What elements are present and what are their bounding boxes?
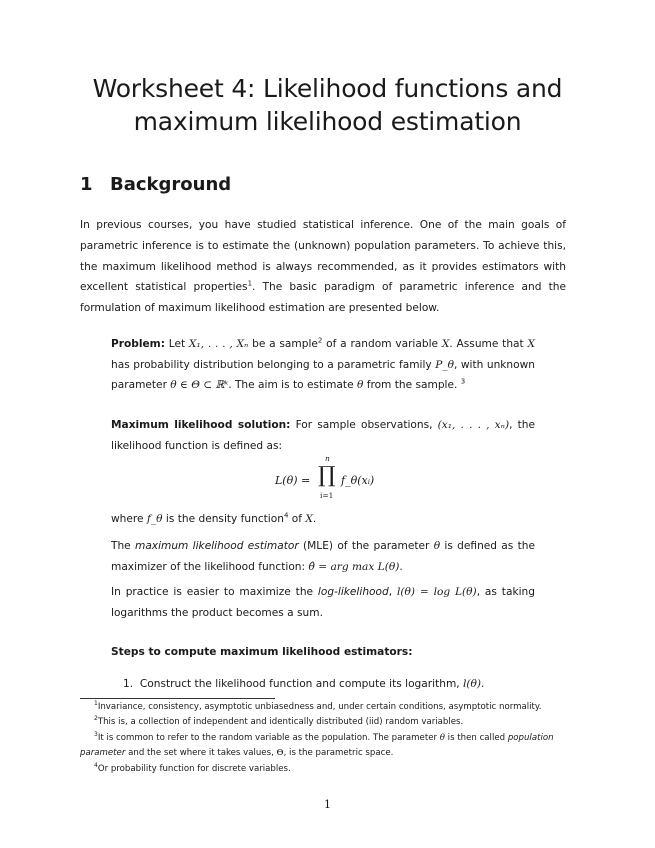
problem-text: be a sample bbox=[248, 338, 318, 350]
math-f-theta: f_θ bbox=[146, 513, 163, 525]
formula-lhs: L(θ) = bbox=[275, 474, 311, 487]
problem-text: from the sample. bbox=[363, 379, 461, 391]
footnote-ref-1[interactable]: 1 bbox=[247, 279, 253, 288]
problem-block bbox=[111, 334, 535, 396]
footnote-4 bbox=[80, 762, 570, 777]
population-parameter-term: population parameter bbox=[80, 732, 554, 759]
math-X: X bbox=[527, 338, 536, 350]
list-text: Construct the likelihood function and compute its logarithm, bbox=[139, 678, 463, 690]
list-end: . bbox=[481, 678, 485, 690]
likelihood-formula bbox=[270, 454, 380, 506]
footnote-text: is then called bbox=[444, 732, 508, 743]
problem-label: Problem: bbox=[111, 338, 165, 350]
problem-text: , with unknown parameter bbox=[111, 358, 535, 391]
footnote-text: It is common to refer to the random variable as the population. The parameter bbox=[97, 732, 440, 743]
list-number: 1. bbox=[123, 678, 134, 690]
problem-text: of a random variable bbox=[322, 338, 442, 350]
math-theta: θ bbox=[356, 379, 364, 391]
problem-text: Let bbox=[164, 338, 189, 350]
title-line-2: maximum likelihood estimation bbox=[133, 107, 522, 136]
problem-text: . The aim is to estimate bbox=[228, 379, 357, 391]
product-upper-limit: n bbox=[325, 454, 330, 463]
formula-rhs: f_θ(xᵢ) bbox=[341, 474, 375, 487]
mle-text: . bbox=[399, 560, 403, 573]
math-X: X bbox=[441, 338, 450, 350]
footnote-text: Or probability function for discrete variables. bbox=[97, 763, 291, 774]
math-log-likelihood: l(θ) = log L(θ) bbox=[396, 586, 477, 598]
where-text: is the density function bbox=[162, 513, 284, 525]
problem-text: has probability distribution belonging to a parametric family bbox=[111, 358, 436, 371]
footnote-2 bbox=[80, 715, 570, 730]
math-sample: X₁, . . . , Xₙ bbox=[188, 338, 249, 350]
ml-solution-block bbox=[111, 415, 535, 456]
problem-text: . Assume that bbox=[449, 338, 528, 350]
footnote-1 bbox=[80, 700, 570, 715]
footnote-ref-4[interactable]: 4 bbox=[283, 511, 289, 520]
list-item bbox=[123, 674, 484, 694]
math-X: X bbox=[305, 513, 313, 525]
intro-paragraph bbox=[80, 215, 566, 319]
footnote-mark: 3 bbox=[94, 730, 98, 738]
footnote-text: , is the parametric space. bbox=[283, 748, 394, 759]
footnote-text: Invariance, consistency, asymptotic unbiasedness and, under certain conditions, asymptotic normality. bbox=[97, 702, 542, 712]
math-P-theta: P_θ bbox=[435, 358, 454, 371]
footnote-mark: 2 bbox=[94, 715, 98, 723]
log-likelihood-paragraph bbox=[111, 582, 535, 623]
footnote-3 bbox=[80, 731, 570, 762]
math-Theta: Θ bbox=[276, 748, 284, 759]
section-title: Background bbox=[110, 174, 232, 195]
product-lower-limit: i=1 bbox=[320, 491, 334, 500]
section-heading bbox=[80, 174, 231, 195]
steps-heading: Steps to compute maximum likelihood estimators: bbox=[111, 646, 413, 658]
practice-text: In practice is easier to maximize the bbox=[111, 586, 318, 598]
where-text: of bbox=[288, 513, 306, 525]
footnote-mark: 4 bbox=[94, 761, 98, 769]
ml-text: , the likelihood function is defined as: bbox=[111, 419, 536, 452]
where-line bbox=[111, 509, 535, 530]
where-text: . bbox=[312, 513, 317, 525]
mle-definition bbox=[111, 536, 535, 577]
log-likelihood-term: log-likelihood bbox=[317, 586, 389, 598]
section-number: 1 bbox=[80, 174, 93, 195]
page-number: 1 bbox=[324, 798, 331, 811]
footnote-ref-3[interactable]: 3 bbox=[460, 377, 466, 386]
mle-text: is defined as the maximizer of the likelihood function: bbox=[111, 540, 535, 573]
footnote-text: and the set where it takes values, bbox=[125, 748, 277, 759]
footnote-ref-2[interactable]: 2 bbox=[317, 336, 323, 345]
ml-text: For sample observations, bbox=[290, 419, 438, 431]
mle-term: maximum likelihood estimator bbox=[135, 540, 299, 552]
ml-solution-label: Maximum likelihood solution: bbox=[111, 419, 291, 431]
intro-text-b: . The basic paradigm of parametric inference and the formulation of maximum likelihood estimation are presented below. bbox=[80, 281, 566, 315]
product-symbol: ∏ bbox=[318, 463, 336, 488]
mle-text: (MLE) of the parameter bbox=[298, 540, 434, 552]
where-text: where bbox=[111, 513, 147, 525]
math-theta: θ bbox=[439, 732, 445, 743]
worksheet-title bbox=[60, 72, 595, 138]
title-line-1: Worksheet 4: Likelihood functions and bbox=[92, 74, 563, 103]
math-theta: θ bbox=[433, 540, 441, 552]
footnotes bbox=[80, 700, 570, 777]
math-l-theta: l(θ) bbox=[463, 678, 482, 690]
practice-text: , bbox=[388, 586, 397, 598]
math-theta-in-Theta: θ ∈ Θ ⊂ ℝᵏ bbox=[170, 379, 229, 391]
footnote-text: This is, a collection of independent and identically distributed (iid) random variables. bbox=[97, 717, 464, 728]
mle-text: The bbox=[111, 540, 135, 552]
math-argmax: θ̂ = arg max L(θ) bbox=[308, 560, 400, 573]
practice-text: , as taking logarithms the product becomes a sum. bbox=[111, 586, 535, 619]
intro-text-a: In previous courses, you have studied statistical inference. One of the main goals of parametric inference is to estimate the (unknown) population parameters. To achieve this, the maximum likelihood method is always recommended, as it provides estimators with excellent statistical properties bbox=[80, 219, 566, 294]
math-observations: (x₁, . . . , xₙ) bbox=[437, 419, 510, 431]
footnote-divider bbox=[80, 698, 275, 699]
footnote-mark: 1 bbox=[94, 700, 98, 708]
